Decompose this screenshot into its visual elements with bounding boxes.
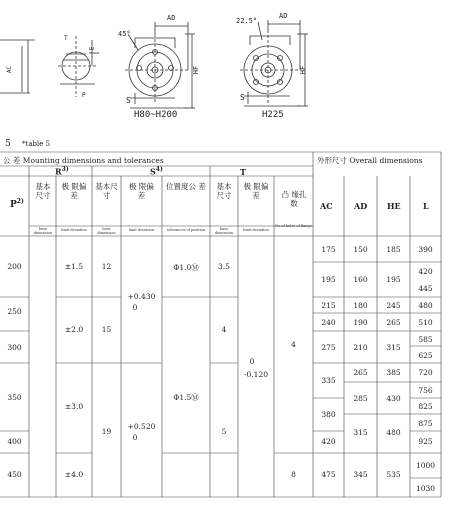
l-value: 480: [418, 301, 433, 310]
ad-value: 180: [353, 301, 368, 310]
l-value: 756: [418, 386, 433, 395]
s-basic-en: base dimension: [97, 227, 116, 235]
ad-value: 315: [353, 428, 368, 437]
position-tolerance: Φ1.5Ⓜ: [173, 393, 199, 402]
t-basic-header: 基本尺寸: [216, 182, 232, 200]
s-deviation-top: +0.430: [127, 292, 156, 301]
r-deviation: ±3.0: [64, 402, 84, 411]
s-header: $S^{4)}$: [150, 166, 163, 177]
l-value: 445: [418, 284, 433, 293]
he-value: 385: [386, 368, 401, 377]
table-label: *table 5: [22, 140, 51, 148]
t-limit-en: limit deviation: [243, 228, 269, 232]
s-basic: 15: [101, 325, 112, 334]
l-value: 1000: [415, 461, 436, 470]
overall-title: 外形尺寸 Overall dimensions: [317, 156, 423, 165]
ac-label-left: AC: [6, 65, 14, 74]
position-tolerance: Φ1.0Ⓜ: [173, 263, 199, 272]
fragment-label: E: [88, 46, 96, 51]
l-value: 875: [418, 419, 433, 428]
l-value: 925: [418, 437, 433, 446]
l-value: 625: [418, 351, 433, 360]
ac-value: 195: [321, 275, 336, 284]
ad-value: 160: [353, 275, 368, 284]
ac-value: 420: [321, 437, 336, 446]
holes-count: 4: [291, 340, 296, 349]
l-value: 420: [418, 267, 433, 276]
l-header: L: [423, 201, 429, 211]
he-value: 265: [386, 318, 401, 327]
position-en: tolerances of position: [166, 228, 206, 232]
p-value-300: 300: [7, 343, 22, 352]
ac-value: 335: [321, 376, 336, 385]
s-deviation-bottom: 0: [132, 433, 138, 442]
r-limit-header: 极 限偏 差: [61, 182, 87, 200]
ac-value: 275: [321, 343, 336, 352]
l-value: 1030: [415, 484, 436, 493]
ad-header: AD: [354, 201, 368, 211]
l-value: 510: [418, 318, 433, 327]
l-value: 825: [418, 402, 433, 411]
caption-h225: H225: [262, 110, 284, 120]
t-header: T: [240, 167, 246, 177]
s-basic: 12: [101, 262, 112, 271]
t-basic: 4: [221, 325, 227, 334]
ad-value: 285: [353, 394, 368, 403]
t-label: T: [64, 35, 68, 42]
t-deviation-bottom: -0.120: [243, 370, 268, 379]
t-basic: 5: [221, 427, 227, 436]
ad-value: 190: [353, 318, 368, 327]
ad-value: 150: [353, 245, 368, 254]
position-header: 位置度公 差: [166, 182, 206, 191]
s-label-right: S: [240, 93, 245, 102]
ac-value: 475: [321, 470, 336, 479]
r-basic-header: 基本尺寸: [35, 182, 51, 200]
he-header: HE: [387, 201, 401, 211]
p-value-200: 200: [7, 262, 22, 271]
ad-label-left: AD: [167, 14, 176, 22]
s-label-left: S: [126, 96, 131, 105]
holes-count: 8: [291, 470, 296, 479]
t-limit-header: 极 限偏 差: [243, 182, 269, 200]
hf-label-left: HF: [192, 65, 201, 75]
ad-label-right: AD: [279, 12, 288, 20]
p-value-350: 350: [7, 393, 22, 402]
he-value: 315: [386, 343, 401, 352]
t-basic: 3.5: [218, 262, 230, 271]
ad-value: 345: [353, 470, 368, 479]
s-deviation-top: +0.520: [127, 422, 156, 431]
s-basic: 19: [101, 427, 112, 436]
ac-value: 380: [321, 410, 336, 419]
l-value: 390: [418, 245, 433, 254]
he-value: 195: [386, 275, 401, 284]
caption-h80-h200: H80~H200: [134, 110, 178, 120]
r-deviation: ±2.0: [64, 325, 84, 334]
r-header: $R^{3)}$: [55, 166, 69, 177]
p-value-250: 250: [7, 307, 22, 316]
tolerance-title: 公 差 Mounting dimensions and tolerances: [3, 156, 164, 165]
holes-header: 凸 缘孔 数: [281, 190, 307, 208]
he-value: 430: [386, 394, 401, 403]
l-value: 585: [418, 335, 433, 344]
s-deviation-bottom: 0: [132, 303, 138, 312]
t-basic-en: base dimension: [214, 227, 234, 235]
he-value: 245: [386, 301, 401, 310]
angle-label-right: 22.5°: [236, 17, 258, 25]
he-value: 185: [386, 245, 401, 254]
ac-header: AC: [320, 201, 333, 211]
he-value: 480: [386, 428, 401, 437]
s-basic-header: 基本尺寸: [95, 182, 118, 200]
r-basic-en: base dimension: [33, 227, 53, 235]
ac-value: 175: [321, 245, 336, 254]
ad-value: 265: [353, 368, 368, 377]
s-limit-en: limit deviation: [128, 228, 155, 232]
ac-value: 215: [321, 301, 336, 310]
r-deviation: ±1.5: [64, 262, 84, 271]
t-deviation-top: 0: [249, 357, 255, 366]
s-limit-header: 极 限偏 差: [129, 182, 154, 200]
r-deviation: ±4.0: [64, 470, 84, 479]
p-label: P: [82, 92, 86, 99]
r-limit-en: limit deviation: [61, 228, 87, 232]
holes-en: No.of holes of flange: [275, 224, 312, 228]
angle-label-left: 45°: [118, 30, 131, 38]
hf-label-right: HF: [299, 65, 308, 75]
he-value: 535: [386, 470, 401, 479]
p-header: $P^{2)}$: [10, 198, 24, 210]
l-value: 720: [418, 368, 433, 377]
ac-value: 240: [321, 318, 336, 327]
p-value-450: 450: [7, 470, 22, 479]
ad-value: 210: [353, 343, 368, 352]
p-value-400: 400: [7, 437, 22, 446]
table-number: 5: [5, 139, 11, 149]
